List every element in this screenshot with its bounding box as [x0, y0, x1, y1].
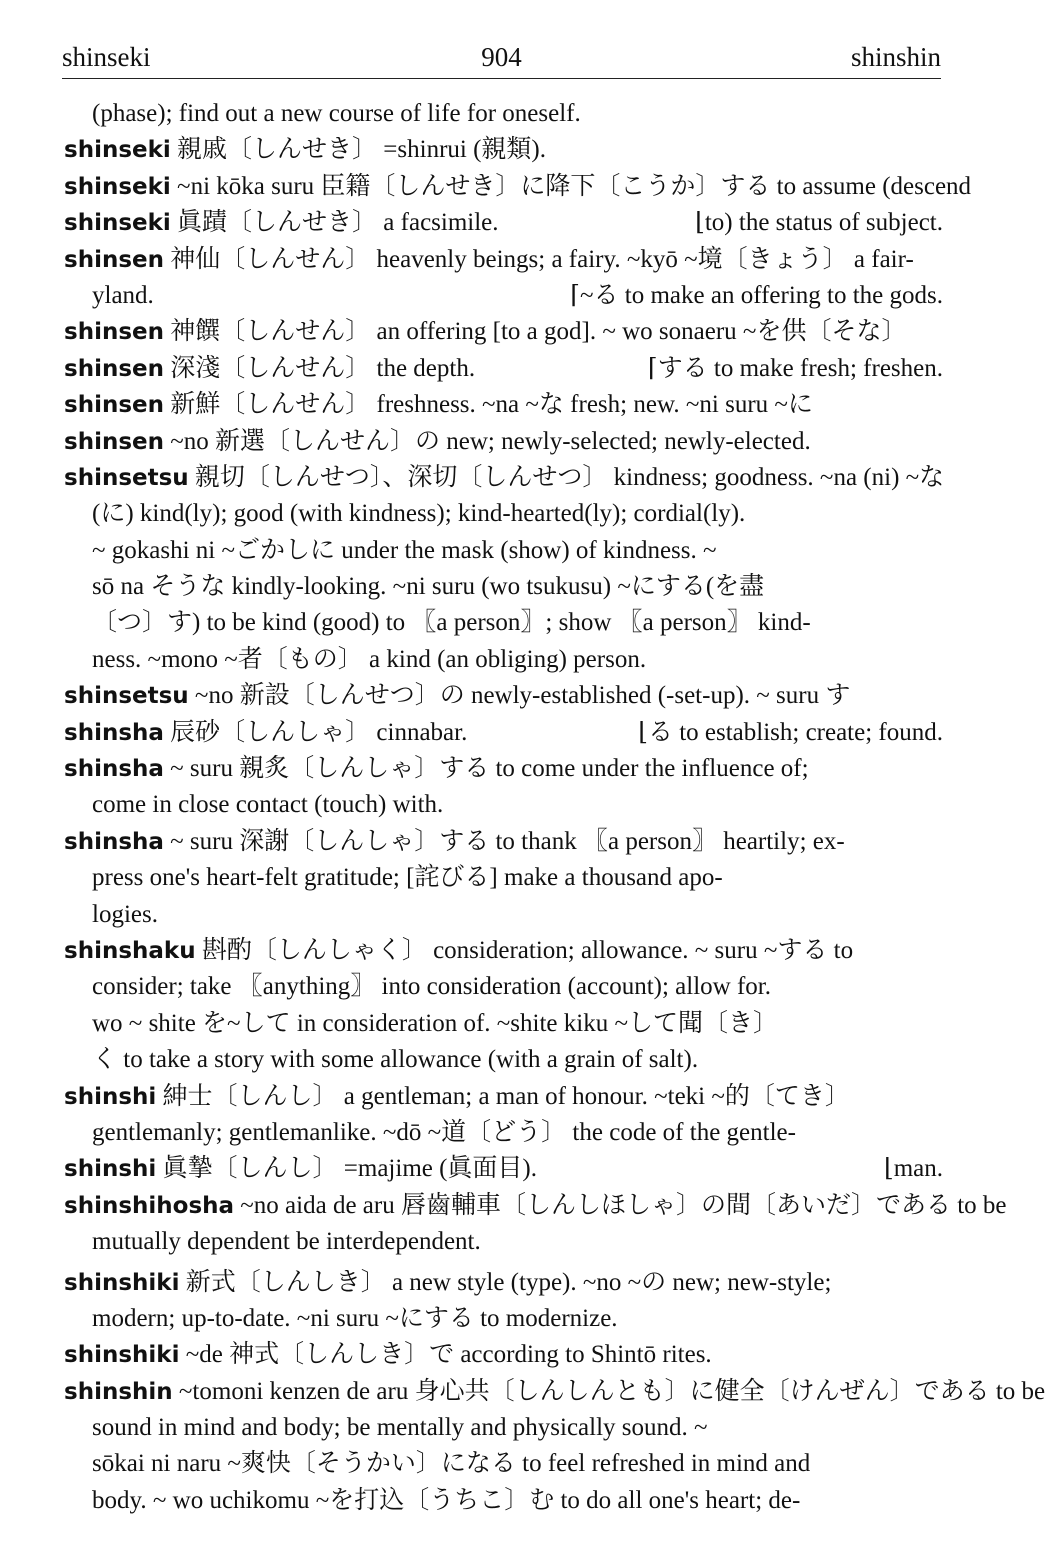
entry-text: consider; take 〖anything〗 into consideration (account); allow for. — [92, 973, 771, 1001]
entry-text: ness. ~mono ~者〔もの〕 a kind (an obliging) person. — [92, 645, 647, 673]
headword: shinsen — [64, 392, 164, 419]
entry-line — [64, 933, 943, 969]
header-last-entry: shinshin — [850, 42, 941, 72]
entry-line — [64, 715, 943, 751]
entry-text: ~no aida de aru 唇齒輔車〔しんしほしゃ〕の間〔あいだ〕である to be — [234, 1191, 1007, 1219]
entry-text: ~no 新選〔しんせん〕の new; newly-selected; newly-elected. — [164, 427, 811, 455]
entry-line — [64, 678, 943, 714]
entry-line — [64, 533, 943, 569]
entry-text: ~ suru 親炙〔しんしゃ〕する to come under the influence of; — [163, 755, 809, 783]
headword: shinsen — [64, 319, 164, 346]
entry-text: sōkai ni naru ~爽快〔そうかい〕になる to feel refreshed in mind and — [92, 1450, 811, 1478]
overflow-continuation: ⌈する to make fresh; freshen. — [647, 354, 943, 382]
entry-text: 親切〔しんせつ〕、深切〔しんせつ〕 kindness; goodness. ~na (ni) ~な — [188, 463, 945, 491]
headword: shinsen — [64, 428, 164, 455]
entry-line — [64, 969, 943, 1005]
entry-line — [64, 1265, 943, 1301]
entry-text: ~ gokashi ni ~ごかしに under the mask (show) of kindness. ~ — [92, 536, 717, 564]
entry-text: sō na そうな kindly-looking. ~ni suru (wo tsukusu) ~にする(を盡 — [92, 573, 765, 601]
entry-text: (phase); find out a new course of life for oneself. — [92, 100, 581, 127]
entry-text: 紳士〔しんし〕 a gentleman; a man of honour. ~teki ~的〔てき〕 — [156, 1082, 850, 1110]
entry-line — [64, 1337, 943, 1373]
entry-line — [64, 1301, 943, 1337]
entry-text: 新鮮〔しんせん〕 freshness. ~na ~な fresh; new. ~ni suru ~に — [164, 391, 813, 419]
headword: shinseki — [64, 210, 171, 237]
headword: shinshi — [64, 1083, 157, 1110]
overflow-continuation: ⌊る to establish; create; found. — [638, 718, 943, 746]
entry-line — [64, 642, 943, 678]
headword: shinshin — [64, 1378, 173, 1405]
overflow-continuation: ⌈~る to make an offering to the gods. — [570, 281, 943, 309]
entry-line — [64, 787, 943, 823]
entry-line — [64, 496, 943, 532]
headword: shinsen — [64, 246, 164, 273]
entry-text: 〔つ〕す) to be kind (good) to 〖a person〗; show 〖a person〗 kind- — [92, 609, 811, 637]
entry-line — [64, 205, 943, 241]
dictionary-entries — [64, 96, 1045, 1519]
headword: shinseki — [64, 137, 171, 164]
entry-line — [64, 1224, 943, 1260]
overflow-continuation: ⌊man. — [883, 1155, 943, 1183]
headword: shinsha — [64, 828, 164, 855]
entry-line — [64, 1483, 943, 1519]
entry-line — [64, 824, 943, 860]
entry-text: 神仙〔しんせん〕 heavenly beings; a fairy. ~kyō ~境〔きょう〕 a fair- — [164, 245, 914, 273]
entry-text: modern; up-to-date. ~ni suru ~にする to modernize. — [92, 1304, 618, 1332]
entry-line — [64, 897, 943, 933]
entry-text: く to take a story with some allowance (with a grain of salt). — [92, 1046, 699, 1074]
entry-text: ~no 新設〔しんせつ〕の newly-established (-set-up). ~ suru す — [188, 682, 851, 710]
entry-text: 親戚〔しんせき〕 =shinrui (親類). — [170, 136, 546, 164]
headword: shinsha — [64, 719, 164, 746]
page-header — [62, 40, 941, 79]
entry-line — [64, 1115, 943, 1151]
headword: shinshaku — [64, 937, 196, 964]
entry-line — [64, 460, 943, 496]
entry-line — [64, 314, 943, 350]
entry-line — [64, 96, 943, 132]
entry-line — [64, 605, 943, 641]
header-first-entry: shinseki — [62, 42, 151, 72]
entry-text: 眞摯〔しんし〕 =majime (眞面目). — [156, 1155, 538, 1183]
headword: shinshi — [64, 1156, 157, 1183]
entry-text: press one's heart-felt gratitude; [詫びる] make a thousand apo- — [92, 864, 723, 892]
headword: shinsetsu — [64, 683, 189, 710]
page-number: 904 — [481, 42, 522, 72]
entry-line — [64, 860, 943, 896]
entry-line — [64, 132, 943, 168]
entry-line — [64, 169, 972, 205]
entry-line — [64, 569, 943, 605]
entry-line — [64, 387, 943, 423]
entry-line — [64, 751, 943, 787]
entry-text: 斟酌〔しんしゃく〕 consideration; allowance. ~ suru ~する to — [195, 936, 854, 964]
entry-text: 深淺〔しんせん〕 the depth. — [164, 354, 476, 382]
entry-text: 神饌〔しんせん〕 an offering [to a god]. ~ wo sonaeru ~を供〔そな〕 — [164, 318, 907, 346]
entry-text: ~ suru 深謝〔しんしゃ〕する to thank 〖a person〗 heartily; ex- — [163, 827, 845, 855]
headword: shinsen — [64, 355, 164, 382]
entry-text: wo ~ shite を~して in consideration of. ~shite kiku ~して聞〔き〕 — [92, 1009, 778, 1037]
entry-line — [64, 1151, 943, 1187]
entry-text: come in close contact (touch) with. — [92, 791, 444, 819]
entry-line — [64, 1446, 943, 1482]
headword: shinsha — [64, 756, 164, 783]
entry-line — [64, 278, 943, 314]
entry-line — [64, 1079, 943, 1115]
entry-line — [64, 1410, 943, 1446]
headword: shinshiki — [64, 1269, 180, 1296]
entry-line — [64, 424, 943, 460]
entry-text: (に) kind(ly); good (with kindness); kind-hearted(ly); cordial(ly). — [92, 500, 746, 528]
entry-text: 眞蹟〔しんせき〕 a facsimile. — [170, 209, 499, 237]
entry-text: ~de 神式〔しんしき〕で according to Shintō rites. — [179, 1341, 712, 1369]
entry-line — [64, 1006, 943, 1042]
entry-line — [64, 242, 943, 278]
entry-text: ~ni kōka suru 臣籍〔しんせき〕に降下〔こうか〕する to assume (descend — [170, 172, 972, 200]
entry-text: 辰砂〔しんしゃ〕 cinnabar. — [163, 718, 468, 746]
entry-text: 新式〔しんしき〕 a new style (type). ~no ~の new; new-style; — [179, 1268, 832, 1296]
entry-text: sound in mind and body; be mentally and physically sound. ~ — [92, 1414, 708, 1442]
entry-text: gentlemanly; gentlemanlike. ~dō ~道〔どう〕 the code of the gentle- — [92, 1118, 796, 1146]
headword: shinsetsu — [64, 464, 189, 491]
entry-line — [64, 1042, 943, 1078]
headword: shinseki — [64, 173, 171, 200]
entry-text: body. ~ wo uchikomu ~を打込〔うちこ〕む to do all one's heart; de- — [92, 1486, 801, 1514]
headword: shinshihosha — [64, 1192, 235, 1219]
entry-text: ~tomoni kenzen de aru 身心共〔しんしんとも〕に健全〔けんぜん〕である to be — [172, 1377, 1045, 1405]
entry-line — [64, 1188, 1007, 1224]
entry-text: yland. — [92, 281, 154, 309]
entry-text: logies. — [92, 900, 158, 928]
headword: shinshiki — [64, 1342, 180, 1369]
entry-line — [64, 1374, 1045, 1410]
overflow-continuation: ⌊to) the status of subject. — [695, 209, 943, 237]
entry-text: mutually dependent be interdependent. — [92, 1228, 481, 1256]
entry-line — [64, 351, 943, 387]
